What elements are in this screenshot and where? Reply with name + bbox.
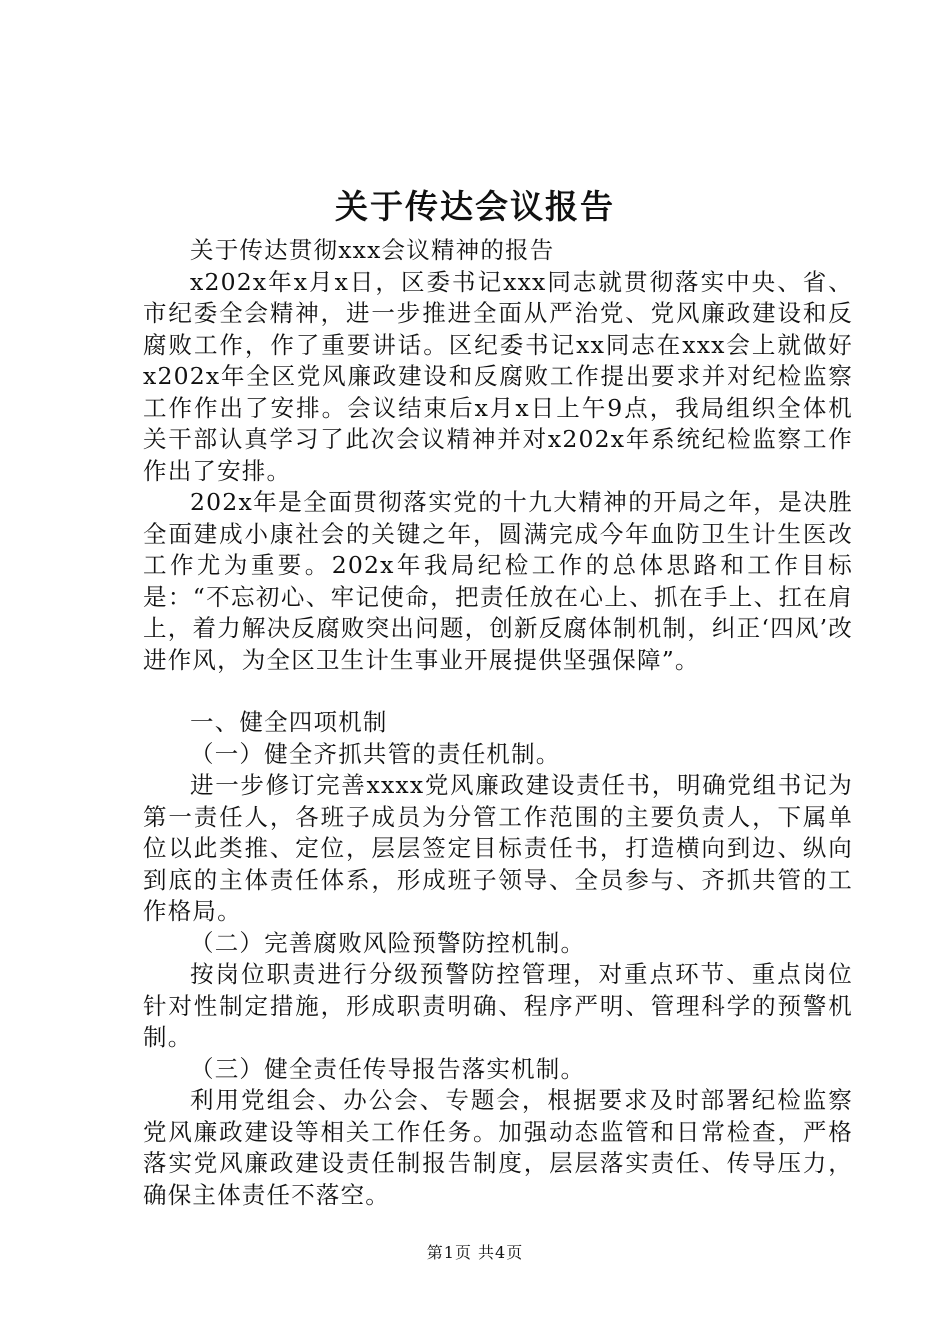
document-title: 关于传达会议报告 [335,187,615,226]
body-paragraph: 按岗位职责进行分级预警防控管理，对重点环节、重点岗位针对性制定措施，形成职责明确、程序严明、管理科学的预警机制。 [143,960,853,1051]
body-paragraph: x202x年x月x日，区委书记xxx同志就贯彻落实中央、省、市纪委全会精神，进一步推进全面从严治党、党风廉政建设和反腐败工作，作了重要讲话。区纪委书记xx同志在xxx会上就做好x202x年全区党风廉政建设和反腐败工作提出要求并对纪检监察工作作出了安排。会议结束后x月x日上午9点，我局组织全体机关干部认真学习了此次会议精神并对x202x年系统纪检监察工作作出了安排。 [143,267,853,485]
subsection-heading: （二）完善腐败风险预警防控机制。 [190,928,586,957]
subsection-heading: （一）健全齐抓共管的责任机制。 [190,739,561,768]
body-paragraph: 进一步修订完善xxxx党风廉政建设责任书，明确党组书记为第一责任人，各班子成员为分管工作范围的主要负责人，下属单位以此类推、定位，层层签定目标责任书，打造横向到边、纵向到底的主体责任体系，形成班子领导、全员参与、齐抓共管的工作格局。 [143,771,853,925]
subsection-heading: （三）健全责任传导报告落实机制。 [190,1054,586,1083]
page-number: 第1页 共4页 [426,1243,524,1262]
body-paragraph: 202x年是全面贯彻落实党的十九大精神的开局之年，是决胜全面建成小康社会的关键之年，圆满完成今年血防卫生计生医改工作尤为重要。202x年我局纪检工作的总体思路和工作目标是：“不忘初心、牢记使命，把责任放在心上、抓在手上、扛在肩上，着力解决反腐败突出问题，创新反腐体制机制，纠正‘四风’改进作风，为全区卫生计生事业开展提供坚强保障”。 [143,488,853,674]
body-paragraph: 利用党组会、办公会、专题会，根据要求及时部署纪检监察党风廉政建设等相关工作任务。加强动态监管和日常检查，严格落实党风廉政建设责任制报告制度，层层落实责任、传导压力，确保主体责任不落空。 [143,1086,853,1209]
document-body [143,235,853,1211]
subtitle-paragraph: 关于传达贯彻xxx会议精神的报告 [190,236,555,264]
section-heading: 一、健全四项机制 [190,708,388,736]
